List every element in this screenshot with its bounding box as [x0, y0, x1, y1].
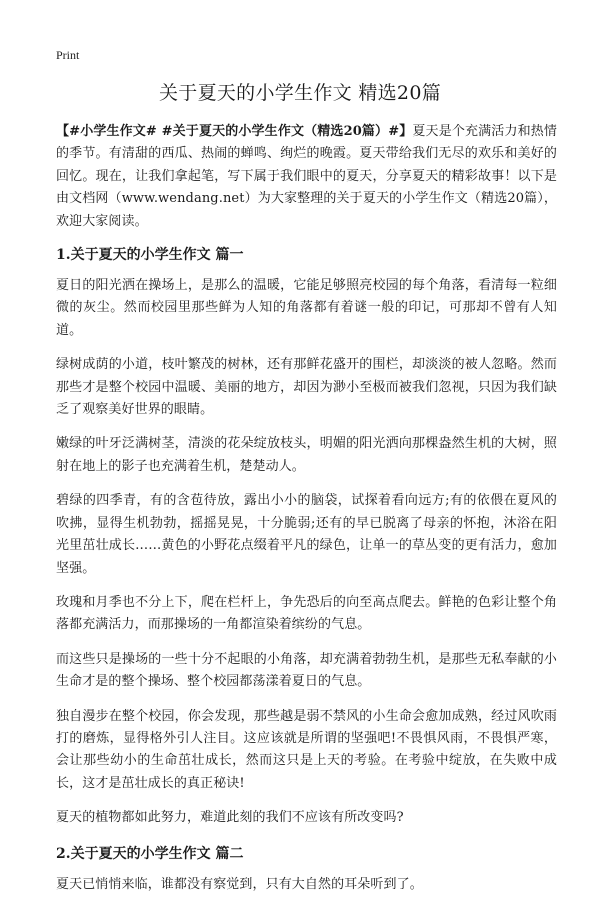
- paragraph: 夏天已悄悄来临，谁都没有察觉到，只有大自然的耳朵听到了。: [56, 876, 423, 892]
- intro-paragraph: [56, 121, 557, 233]
- article-body: [56, 121, 557, 908]
- paragraph: 独自漫步在整个校园，你会发现，那些越是弱不禁风的小生命会愈加成熟，经过风吹雨打的磨炼，显得格外引人注目。这应该就是所谓的坚强吧!不畏惧风雨，不畏惧严寒，会让那些幼小的生命茁壮成长，然而这只是上天的考验。在考验中绽放，在失败中成长，这才是茁壮成长的真正秘诀!: [56, 708, 557, 791]
- section-heading-1: 1.关于夏天的小学生作文 篇一: [56, 247, 244, 264]
- page-title: 关于夏天的小学生作文 精选20篇: [158, 82, 442, 104]
- paragraph: 嫩绿的叶牙泛满树茎，清淡的花朵绽放枝头，明媚的阳光洒向那棵盎然生机的大树，照射在地上的影子也充满着生机，楚楚动人。: [56, 436, 557, 474]
- section-heading-2: 2.关于夏天的小学生作文 篇二: [56, 845, 244, 862]
- paragraph: 绿树成荫的小道，枝叶繁茂的树林，还有那鲜花盛开的围栏，却淡淡的被人忽略。然而那些才是整个校园中温暖、美丽的地方，却因为渺小至极而被我们忽视，只因为我们缺乏了观察美好世界的眼睛。: [56, 357, 557, 418]
- paragraph: 玫瑰和月季也不分上下，爬在栏杆上，争先恐后的向至高点爬去。鲜艳的色彩让整个角落都充满活力，而那操场的一角都渲染着缤纷的气息。: [56, 594, 557, 633]
- intro-tags: 【#小学生作文# #关于夏天的小学生作文（精选20篇）#】: [56, 124, 413, 139]
- intro-text: 夏天是个充满活力和热情的季节。有清甜的西瓜、热闹的蝉鸣、绚烂的晚霞。夏天带给我们无尽的欢乐和美好的回忆。现在，让我们拿起笔，写下属于我们眼中的夏天，分享夏天的精彩故事！以下是由文档网（www.wendang.net）为大家整理的关于夏天的小学生作文（精选20篇），欢迎大家阅读。: [56, 124, 557, 229]
- paragraph: 碧绿的四季青，有的含苞待放，露出小小的脑袋，试探着看向远方;有的依偎在夏风的吹拂，显得生机勃勃，摇摇晃晃，十分脆弱;还有的早已脱离了母亲的怀抱，沐浴在阳光里茁壮成长……黄色的小野花点缀着平凡的绿色，让单一的草丛变的更有活力，愈加坚强。: [56, 493, 557, 576]
- paragraph: 夏天的植物都如此努力，难道此刻的我们不应该有所改变吗?: [56, 810, 404, 826]
- paragraph: 夏日的阳光洒在操场上，是那么的温暖，它能足够照亮校园的每个角落，看清每一粒细微的灰尘。然而校园里那些鲜为人知的角落都有着谜一般的印记，可那却不曾有人知道。: [56, 278, 557, 338]
- paragraph: 而这些只是操场的一些十分不起眼的小角落，却充满着勃勃生机，是那些无私奉献的小生命才是的整个操场、整个校园都荡漾着夏日的气息。: [56, 651, 557, 690]
- print-link[interactable]: Print: [56, 48, 80, 62]
